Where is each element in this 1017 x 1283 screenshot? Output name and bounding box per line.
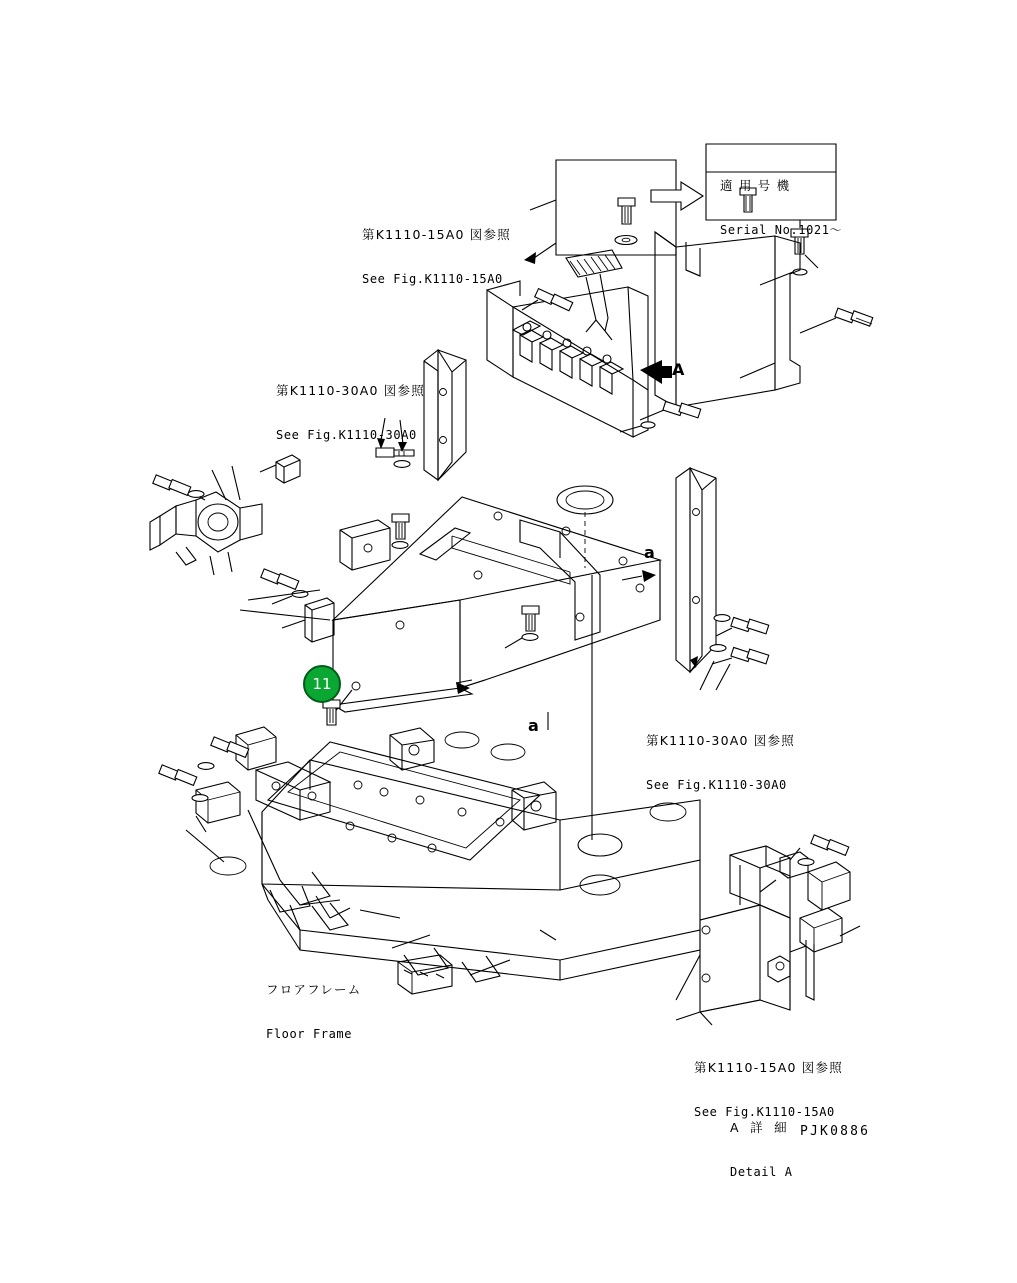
bolt-detail-a [811,835,849,855]
serial-box-label: 適 用 号 機 Serial No.1021〜 [720,178,843,237]
callout-section-a: A [672,360,685,379]
callout-a-upper: a [644,543,655,562]
grille-element [566,250,622,340]
left-swivel-assembly [150,492,262,575]
reference-note-1: 第K1110-15A0 図参照 See Fig.K1110-15A0 [362,227,511,286]
bolt-deck-b [522,606,539,631]
bolt-right-bracket-b [731,647,769,663]
reference-note-3: 第K1110-30A0 図参照 See Fig.K1110-30A0 [646,733,795,792]
upper-deck-plate [333,486,660,712]
bolt-balloon-11 [323,700,340,725]
left-upright-bracket [424,350,466,480]
floor-frame-label: フロアフレーム Floor Frame [266,982,362,1041]
bolt-left-lower-a [211,737,249,757]
control-valve-block [487,281,701,437]
detail-a-assembly [676,846,850,1020]
right-upright-bracket [676,468,716,672]
left-lower-brackets [196,727,330,930]
bolt-left-top [153,475,191,495]
reference-note-4: 第K1110-15A0 図参照 See Fig.K1110-15A0 [694,1060,843,1119]
detail-a-label: A 詳 細 Detail A [730,1120,793,1179]
left-bracket-plate [340,520,390,570]
reference-note-2: 第K1110-30A0 図参照 See Fig.K1110-30A0 [276,383,425,442]
bolt-right-bracket-a [731,617,769,633]
balloon-11-number: 11 [312,675,332,693]
bolt-clamp [261,569,299,589]
figure-code: PJK0886 [800,1124,871,1139]
bolt-deck-a [392,514,409,539]
callout-a-lower: a [528,716,539,735]
balloon-11[interactable] [303,665,341,703]
bolt-left-lower-b [159,765,197,785]
inset-detail-box [524,160,676,264]
